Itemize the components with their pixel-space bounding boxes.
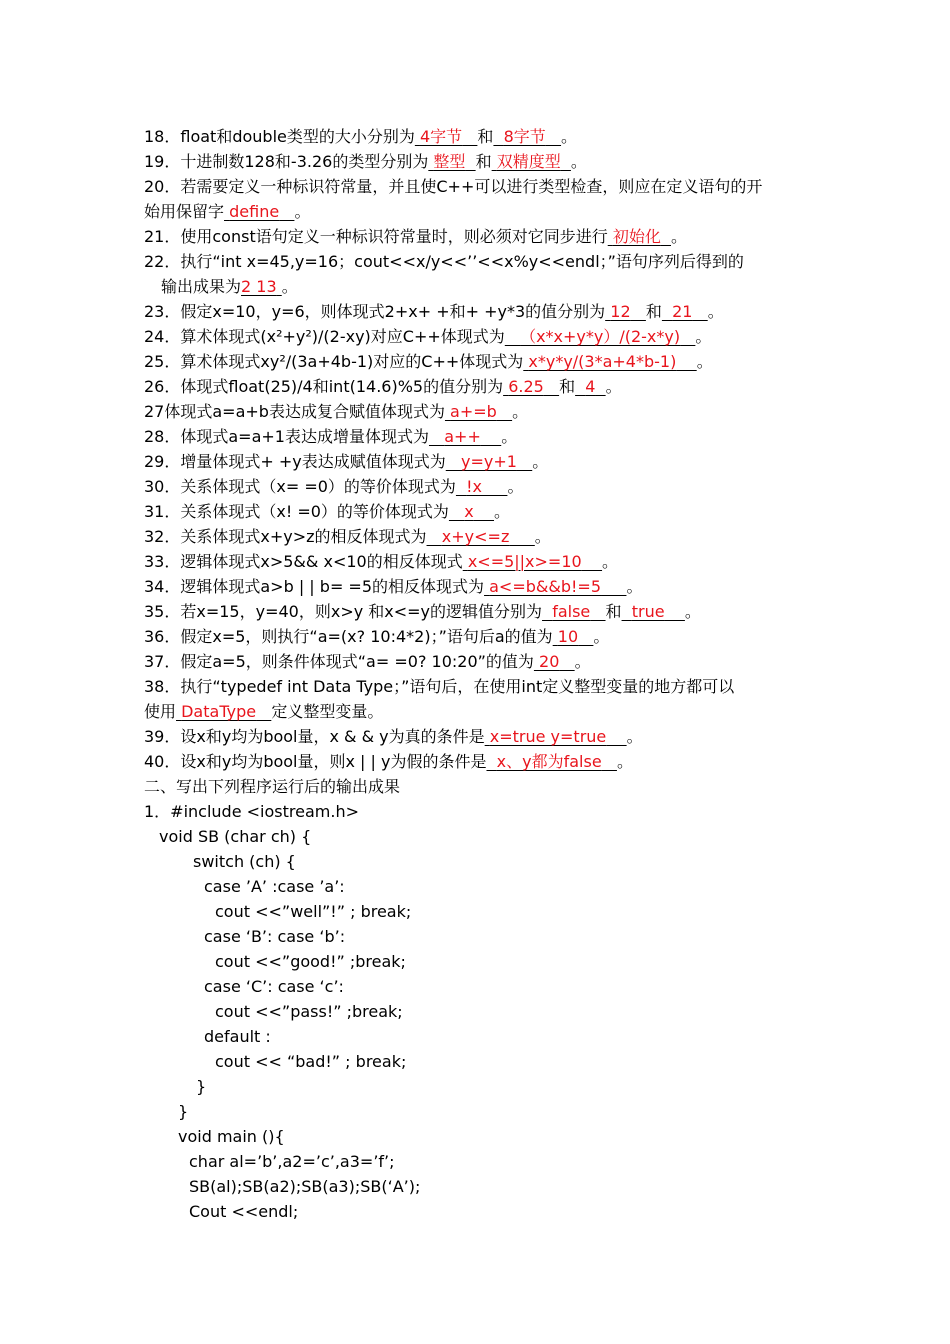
- question-number: 29．: [144, 452, 181, 471]
- answer-blank: 初始化: [612, 227, 661, 246]
- question-text: 关系体现式x+y>z的相反体现式为: [180, 527, 427, 546]
- question-text: 体现式float(25)/4和int(14.6)%5的值分别为: [180, 377, 504, 396]
- question-text: 体现式a=a+b表达成复合赋值体现式为: [164, 402, 445, 421]
- code-line: 1．#include <iostream.h>: [144, 802, 359, 821]
- question-text: 使用: [144, 702, 177, 721]
- question-text: 若x=15，y=40，则x>y 和x<=y的逻辑值分别为: [180, 602, 543, 621]
- question-number: 22．: [144, 252, 181, 271]
- question-number: 32．: [144, 527, 181, 546]
- question-text: 关系体现式（x= =0）的等价体现式为: [180, 477, 456, 496]
- question-number: 20．: [144, 177, 181, 196]
- question-number: 19．: [144, 152, 181, 171]
- question-text: 逻辑体现式a>b | | b= =5的相反体现式为: [180, 577, 485, 596]
- question-37: 37．假定a=5，则条件体现式“a= =0? 10:20”的值为 20 。: [144, 652, 591, 671]
- question-number: 39．: [144, 727, 181, 746]
- question-text: 始用保留字: [144, 202, 225, 221]
- code-line: SB(al);SB(a2);SB(a3);SB(‘A’);: [189, 1177, 421, 1196]
- answer-blank: 2 13: [241, 277, 277, 296]
- answer-blank: 20: [539, 652, 560, 671]
- question-number: 30．: [144, 477, 181, 496]
- answer-blank: !x: [466, 477, 482, 496]
- question-33: 33．逻辑体现式x>5&& x<10的相反体现式 x<=5||x>=10 。: [144, 552, 619, 571]
- answer-blank: false: [552, 602, 591, 621]
- answer-blank: 整型: [433, 152, 466, 171]
- answer-blank: x、y都为false: [496, 752, 602, 771]
- question-40: 40．设x和y均为bool量，则x | | y为假的条件是 x、y都为false 。: [144, 752, 633, 771]
- answer-blank: 6.25: [508, 377, 544, 396]
- code-line: default :: [204, 1027, 271, 1046]
- answer-blank: a++: [444, 427, 481, 446]
- question-number: 34．: [144, 577, 181, 596]
- question-20-cont: 始用保留字 define 。: [144, 202, 311, 221]
- question-26: 26．体现式float(25)/4和int(14.6)%5的值分别为 6.25 和 4 。: [144, 377, 622, 396]
- question-text: 逻辑体现式x>5&& x<10的相反体现式: [180, 552, 463, 571]
- answer-blank: x=true y=true: [489, 727, 607, 746]
- answer-blank: x+y<=z: [441, 527, 510, 546]
- question-number: 24．: [144, 327, 181, 346]
- question-38: [144, 674, 814, 699]
- answer-blank: x<=5||x>=10: [467, 552, 582, 571]
- code-line: }: [178, 1102, 189, 1121]
- question-text: 使用const语句定义一种标识符常量时，则必须对它同步进行: [180, 227, 608, 246]
- question-text: 执行“typedef int Data Type；”语句后，在使用int定义整型变量的地方都可以: [180, 677, 735, 696]
- answer-blank: 4字节: [419, 127, 463, 146]
- question-20: [144, 174, 814, 199]
- answer-blank: 双精度型: [496, 152, 561, 171]
- answer-blank: 8字节: [503, 127, 546, 146]
- question-25: 25．算术体现式xy²/(3a+4b-1)对应的C++体现式为 x*y*y/(3*a+4*b-1) 。: [144, 352, 713, 371]
- answer-blank: 21: [672, 302, 693, 321]
- question-text: 若需要定义一种标识符常量，并且使C++可以进行类型检查，则应在定义语句的开: [180, 177, 763, 196]
- code-line: void SB (char ch) {: [159, 827, 312, 846]
- code-line: case ‘C’: case ‘c’:: [204, 977, 344, 996]
- question-text: float和double类型的大小分别为: [180, 127, 415, 146]
- code-line: cout <<”well”!” ; break;: [215, 902, 412, 921]
- question-23: 23．假定x=10，y=6，则体现式2+x+ +和+ +y*3的值分别为 12 和 21 。: [144, 302, 724, 321]
- question-number: 26．: [144, 377, 181, 396]
- answer-blank: （x*x+y*y）/(2-x*y): [520, 327, 681, 346]
- question-35: 35．若x=15，y=40，则x>y 和x<=y的逻辑值分别为 false 和 true 。: [144, 602, 701, 621]
- code-line: case ’A’ :case ’a’:: [204, 877, 345, 896]
- question-number: 18．: [144, 127, 181, 146]
- question-text: 假定x=5，则执行“a=(x? 10:4*2)；”语句后a的值为: [180, 627, 553, 646]
- answer-blank: a<=b&&b!=5: [489, 577, 602, 596]
- answer-blank: a+=b: [450, 402, 497, 421]
- question-19: 19．十进制数128和-3.26的类型分别为 整型 和 双精度型 。: [144, 152, 587, 171]
- question-number: 36．: [144, 627, 181, 646]
- answer-blank: 12: [610, 302, 631, 321]
- question-36: 36．假定x=5，则执行“a=(x? 10:4*2)；”语句后a的值为 10 。: [144, 627, 610, 646]
- question-22: [144, 249, 814, 274]
- question-text: 假定x=10，y=6，则体现式2+x+ +和+ +y*3的值分别为: [180, 302, 606, 321]
- code-line: cout << “bad!” ; break;: [215, 1052, 407, 1071]
- question-number: 21．: [144, 227, 181, 246]
- question-text: 十进制数128和-3.26的类型分别为: [180, 152, 429, 171]
- question-number: 38．: [144, 677, 181, 696]
- code-line: case ‘B’: case ‘b’:: [204, 927, 346, 946]
- question-text: 算术体现式(x²+y²)/(2-xy)对应C++体现式为: [180, 327, 505, 346]
- question-number: 37．: [144, 652, 181, 671]
- question-number: 28．: [144, 427, 181, 446]
- question-number: 25．: [144, 352, 181, 371]
- question-24: 24．算术体现式(x²+y²)/(2-xy)对应C++体现式为 （x*x+y*y）/(2-x*y) 。: [144, 327, 712, 346]
- answer-blank: x: [464, 502, 474, 521]
- question-30: 30．关系体现式（x= =0）的等价体现式为 !x 。: [144, 477, 524, 496]
- answer-blank: 10: [557, 627, 579, 646]
- question-number: 35．: [144, 602, 181, 621]
- question-text: 输出成果为: [161, 277, 242, 296]
- code-line: void main (){: [178, 1127, 285, 1146]
- question-text: 假定a=5，则条件体现式“a= =0? 10:20”的值为: [180, 652, 534, 671]
- answer-blank: x*y*y/(3*a+4*b-1): [528, 352, 677, 371]
- question-text: 执行“int x=45,y=16；cout<<x/y<<’’<<x%y<<endl；”语句序列后得到的: [180, 252, 744, 271]
- question-27: 27体现式a=a+b表达成复合赋值体现式为 a+=b 。: [144, 402, 529, 421]
- answer-blank: DataType: [181, 702, 257, 721]
- answer-blank: define: [229, 202, 280, 221]
- question-31: 31．关系体现式（x! =0）的等价体现式为 x 。: [144, 502, 511, 521]
- question-32: 32．关系体现式x+y>z的相反体现式为 x+y<=z 。: [144, 527, 551, 546]
- question-38-cont: 使用 DataType 定义整型变量。: [144, 702, 384, 721]
- question-text: 增量体现式+ +y表达成赋值体现式为: [180, 452, 446, 471]
- question-text: 关系体现式（x! =0）的等价体现式为: [180, 502, 449, 521]
- answer-blank: true: [631, 602, 665, 621]
- code-line: Cout <<endl;: [189, 1202, 299, 1221]
- answer-blank: y=y+1: [461, 452, 517, 471]
- question-number: 31．: [144, 502, 181, 521]
- section-heading: 二、写出下列程序运行后的输出成果: [144, 777, 401, 796]
- question-34: 34．逻辑体现式a>b | | b= =5的相反体现式为 a<=b&&b!=5 。: [144, 577, 643, 596]
- question-21: 21．使用const语句定义一种标识符常量时，则必须对它同步进行 初始化 。: [144, 227, 688, 246]
- code-line: }: [196, 1077, 207, 1096]
- question-22-cont: 输出成果为2 13 。: [161, 277, 298, 296]
- question-text: 算术体现式xy²/(3a+4b-1)对应的C++体现式为: [180, 352, 524, 371]
- question-text: 设x和y均为bool量，则x | | y为假的条件是: [180, 752, 487, 771]
- question-18: 18．float和double类型的大小分别为 4字节 和 8字节 。: [144, 127, 578, 146]
- code-line: char al=’b’,a2=’c’,a3=’f’;: [189, 1152, 395, 1171]
- document-content: [144, 124, 814, 1224]
- code-line: cout <<”good!” ;break;: [215, 952, 406, 971]
- question-number: 27: [144, 402, 165, 421]
- question-28: 28．体现式a=a+1表达成增量体现式为 a++ 。: [144, 427, 518, 446]
- question-text: 体现式a=a+1表达成增量体现式为: [180, 427, 429, 446]
- question-29: 29．增量体现式+ +y表达成赋值体现式为 y=y+1 。: [144, 452, 549, 471]
- code-line: cout <<”pass!” ;break;: [215, 1002, 403, 1021]
- question-number: 33．: [144, 552, 181, 571]
- question-text: 设x和y均为bool量，x & & y为真的条件是: [180, 727, 485, 746]
- question-number: 23．: [144, 302, 181, 321]
- answer-blank: 4: [585, 377, 596, 396]
- code-line: switch (ch) {: [193, 852, 296, 871]
- question-39: 39．设x和y均为bool量，x & & y为真的条件是 x=true y=true 。: [144, 727, 643, 746]
- question-number: 40．: [144, 752, 181, 771]
